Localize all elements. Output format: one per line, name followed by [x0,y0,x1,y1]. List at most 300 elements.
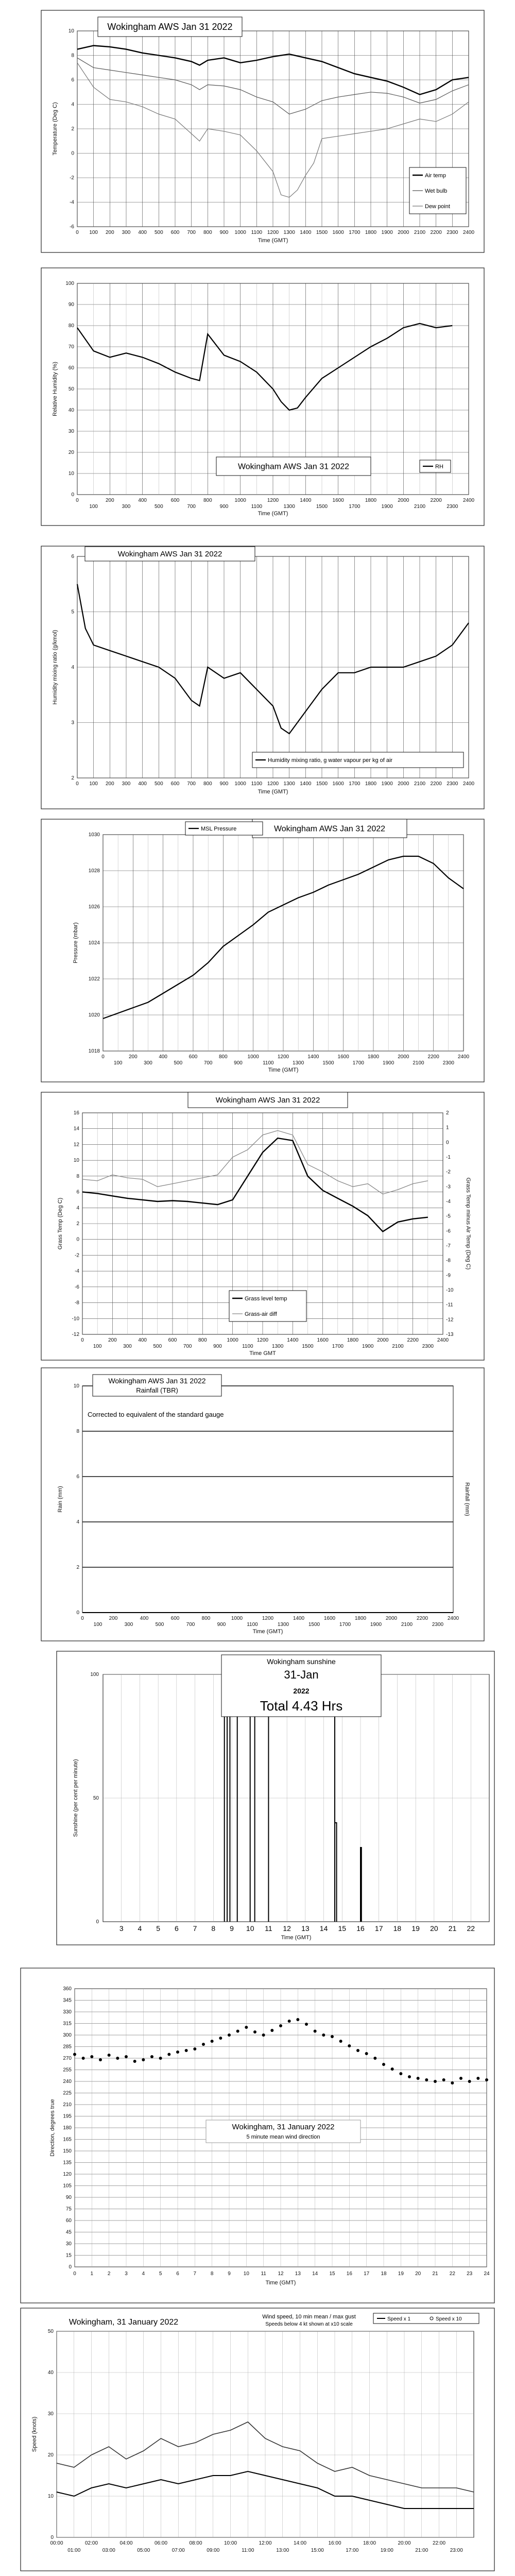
y-tick-label: 80 [68,323,74,329]
direction-point [425,2078,428,2081]
chart-title: Wokingham AWS Jan 31 2022 [215,1096,320,1105]
y-tick-label: 6 [76,1189,79,1195]
x-axis-title: Time GMT [249,1350,276,1357]
x-tick-label: 500 [174,1060,183,1066]
x-tick-label: 03:00 [102,2548,115,2553]
x-tick-label: 1100 [263,1060,274,1066]
y-tick-label: 15 [65,2252,72,2259]
y-tick-label: 10 [73,1383,79,1389]
x-tick-label: 0 [101,1054,105,1060]
x-tick-label: 1700 [349,781,360,787]
y-axis-title: Rain (mm) [57,1486,63,1513]
x-tick-label: 200 [105,230,114,235]
x-tick-label: 0 [81,1337,84,1343]
x-tick-label: 21:00 [415,2548,428,2553]
y-tick-label: 8 [76,1173,79,1179]
x-tick-label: 1400 [300,781,312,787]
x-tick-label: 1000 [234,498,246,503]
direction-point [90,2055,93,2058]
y-axis-title: Pressure (mbar) [73,922,79,963]
x-tick-label: 2400 [437,1337,449,1343]
x-tick-label: 1600 [332,781,344,787]
x-tick-label: 2 [107,2271,111,2277]
y-tick-label: 1026 [88,904,100,910]
direction-point [108,2054,111,2057]
x-tick-label: 22 [467,1924,475,1933]
y-tick-label: 50 [93,1795,99,1801]
x-tick-label: 2200 [430,781,442,787]
direction-point [228,2033,231,2037]
y2-tick-label: -1 [446,1155,451,1160]
x-tick-label: 8 [211,1924,216,1933]
x-tick-label: 1100 [251,230,263,235]
x-axis-title: Time (GMT) [252,1629,283,1635]
wind-note: Wind speed, 10 min mean / max gust [262,2314,356,2320]
y-axis-title: Grass Temp (Deg C) [57,1197,63,1250]
x-tick-label: 1000 [231,1616,243,1621]
x-tick-label: 1400 [287,1337,299,1343]
direction-point [219,2037,222,2040]
y-tick-label: 1024 [88,940,100,946]
x-tick-label: 1800 [347,1337,359,1343]
legend-label: Humidity mixing ratio, g water vapour per kg of air [268,757,393,764]
x-tick-label: 13 [295,2271,301,2277]
y-tick-label: 4 [76,1519,79,1525]
sunshine-total: Total 4.43 Hrs [260,1698,343,1714]
x-tick-label: 200 [128,1054,138,1060]
y-tick-label: -6 [75,1284,79,1290]
x-tick-label: 10 [243,2271,249,2277]
x-tick-label: 02:00 [84,2540,98,2546]
x-tick-label: 600 [170,781,180,787]
x-tick-label: 700 [203,1060,213,1066]
x-tick-label: 1300 [283,504,295,510]
y-tick-label: 345 [63,1997,72,2004]
direction-point [99,2058,102,2061]
x-tick-label: 3 [125,2271,128,2277]
x-tick-label: 200 [105,498,114,503]
legend-label: MSL Pressure [201,826,237,832]
x-tick-label: 300 [122,504,131,510]
x-tick-label: 2200 [427,1054,439,1060]
y-tick-label: -2 [75,1252,79,1259]
y-tick-label: 8 [76,1429,79,1434]
x-tick-label: 11 [261,2271,266,2277]
direction-point [339,2040,342,2043]
y-tick-label: 100 [65,281,74,286]
chart-title: Wokingham, 31 January 2022 [68,2318,179,2327]
x-tick-label: 17 [364,2271,370,2277]
x-tick-label: 1100 [242,1344,253,1349]
y-tick-label: 0 [71,150,74,157]
x-tick-label: 500 [155,1622,164,1628]
x-tick-label: 1100 [251,504,263,510]
x-tick-label: 20:00 [398,2540,411,2546]
x-tick-label: 2100 [392,1344,404,1349]
x-tick-label: 2000 [385,1616,398,1621]
y-tick-label: 30 [65,2241,72,2247]
x-tick-label: 1 [90,2271,94,2277]
y-tick-label: 195 [63,2113,72,2120]
x-axis-title: Time (GMT) [265,2280,296,2286]
x-tick-label: 300 [123,1344,132,1349]
x-tick-label: 00:00 [50,2540,63,2546]
y-tick-label: 2 [76,1565,79,1570]
y2-tick-label: -7 [446,1243,451,1249]
x-tick-label: 09:00 [207,2548,220,2553]
x-tick-label: 1900 [383,1060,394,1066]
x-tick-label: 1400 [293,1616,305,1621]
x-tick-label: 600 [170,230,180,235]
y-tick-label: 180 [63,2125,72,2131]
plot-area [82,1386,453,1613]
y-tick-label: 90 [68,302,74,308]
x-tick-label: 2100 [401,1622,413,1628]
direction-point [373,2057,376,2060]
x-tick-label: 1400 [300,498,312,503]
y-tick-label: 20 [68,450,74,455]
direction-point [253,2030,256,2033]
y-tick-label: 14 [73,1126,79,1132]
y-tick-label: 225 [63,2090,72,2096]
direction-point [331,2035,334,2038]
direction-point [399,2072,402,2075]
x-tick-label: 1400 [307,1054,319,1060]
direction-point [408,2075,411,2078]
x-tick-label: 17 [374,1924,383,1933]
direction-point [314,2030,317,2033]
x-tick-label: 18:00 [363,2540,376,2546]
x-tick-label: 12 [278,2271,284,2277]
y-tick-label: -4 [75,1268,79,1275]
x-tick-label: 10 [246,1924,254,1933]
direction-point [459,2077,462,2080]
x-tick-label: 8 [210,2271,214,2277]
x-tick-label: 19 [398,2271,404,2277]
y-tick-label: 1018 [88,1048,100,1054]
y-tick-label: -2 [70,175,74,181]
wind-direction-chart [49,1986,490,2286]
y-tick-label: 6 [71,77,74,83]
y-axis-title: Temperature (Deg C) [52,102,58,156]
x-tick-label: 600 [168,1337,177,1343]
direction-point [468,2080,471,2083]
x-tick-label: 2000 [398,781,409,787]
x-tick-label: 2300 [447,781,458,787]
x-tick-label: 100 [113,1060,123,1066]
y2-tick-label: -13 [446,1332,454,1337]
x-tick-label: 400 [138,781,147,787]
x-tick-label: 700 [187,504,196,510]
direction-point [142,2058,145,2061]
x-tick-label: 01:00 [67,2548,81,2553]
x-tick-label: 0 [76,781,79,787]
x-tick-label: 2400 [462,781,475,787]
direction-point [185,2049,188,2052]
y-tick-label: 360 [63,1986,72,1992]
x-tick-label: 400 [138,1337,147,1343]
x-tick-label: 900 [219,781,229,787]
x-tick-label: 900 [213,1344,222,1349]
y-tick-label: 0 [76,1610,79,1616]
x-tick-label: 2300 [447,504,458,510]
y-tick-label: 70 [68,344,74,350]
x-tick-label: 100 [89,230,98,235]
direction-point [193,2047,196,2050]
y-tick-label: 90 [65,2195,72,2200]
x-tick-label: 1300 [277,1622,289,1628]
chart-year: 2022 [293,1687,310,1695]
x-tick-label: 1700 [332,1344,344,1349]
x-tick-label: 21 [448,1924,457,1933]
x-tick-label: 5 [159,2271,162,2277]
y-axis-title: Humidity mixing ratio (g/kmol) [52,630,58,705]
y-tick-label: -12 [72,1332,79,1337]
y2-tick-label: 1 [446,1125,449,1131]
x-tick-label: 800 [218,1054,228,1060]
x-tick-label: 19:00 [380,2548,393,2553]
y-tick-label: 4 [76,1205,79,1211]
y2-tick-label: -9 [446,1273,451,1279]
rain-chart [57,1375,470,1635]
y-axis-title: Relative Humidity (%) [52,362,58,416]
legend-label: Speed x 10 [436,2316,462,2322]
y-tick-label: 10 [68,471,74,477]
y-tick-label: -10 [72,1316,79,1322]
x-tick-label: 1300 [272,1344,284,1349]
x-tick-label: 100 [89,781,98,787]
x-tick-label: 16:00 [328,2540,341,2546]
x-tick-label: 2000 [398,498,409,503]
y-tick-label: 270 [63,2056,72,2061]
chart-subtitle: 31-Jan [284,1668,319,1681]
y-tick-label: 300 [63,2032,72,2038]
x-tick-label: 9 [228,2271,231,2277]
direction-point [288,2020,291,2023]
chart-subtitle: Rainfall (TBR) [136,1386,178,1394]
x-tick-label: 600 [188,1054,198,1060]
x-tick-label: 7 [193,1924,197,1933]
y-tick-label: 240 [63,2079,72,2084]
temperature-chart [52,17,475,244]
legend-label: Speed x 1 [387,2316,411,2322]
direction-point [451,2081,454,2084]
x-tick-label: 9 [230,1924,234,1933]
x-tick-label: 2200 [430,230,442,235]
legend-label: Grass-air diff [245,1311,277,1317]
y-tick-label: 10 [68,28,74,34]
y-tick-label: 2 [71,126,74,132]
x-tick-label: 1800 [354,1616,367,1621]
direction-point [270,2029,273,2032]
x-tick-label: 6 [176,2271,179,2277]
chart-title: Wokingham AWS Jan 31 2022 [117,550,222,558]
x-tick-label: 22:00 [432,2540,446,2546]
direction-point [391,2067,394,2071]
x-tick-label: 400 [140,1616,149,1621]
x-tick-label: 12 [283,1924,291,1933]
x-axis-title: Time (GMT) [281,1935,312,1941]
y-tick-label: 30 [47,2411,54,2417]
chart-title: Wokingham AWS Jan 31 2022 [273,824,386,834]
direction-point [202,2043,205,2046]
y-tick-label: 45 [65,2229,72,2235]
x-tick-label: 200 [105,781,114,787]
x-tick-label: 21 [432,2271,438,2277]
direction-point [442,2078,445,2081]
x-tick-label: 1500 [316,504,328,510]
x-axis-title: Time (GMT) [268,1067,299,1073]
wind-note-2: Speeds below 4 kt shown at x10 scale [265,2321,353,2327]
x-tick-label: 2200 [407,1337,419,1343]
x-tick-label: 2200 [430,498,442,503]
y-tick-label: 2 [71,775,74,781]
x-tick-label: 1500 [302,1344,314,1349]
y-tick-label: 120 [63,2172,72,2177]
x-tick-label: 900 [219,230,229,235]
x-tick-label: 2200 [416,1616,428,1621]
x-tick-label: 1600 [317,1337,329,1343]
x-tick-label: 1200 [267,781,279,787]
x-tick-label: 14 [319,1924,328,1933]
sunshine-chart [73,1655,489,1941]
y-tick-label: 330 [63,2009,72,2015]
y-tick-label: 315 [63,2021,72,2027]
grass-temp-chart [57,1092,471,1357]
y2-tick-label: -12 [446,1317,454,1323]
x-tick-label: 1200 [277,1054,289,1060]
y-tick-label: -4 [70,199,74,206]
direction-point [150,2055,153,2058]
x-tick-label: 300 [144,1060,152,1066]
y-tick-label: 3 [71,720,74,726]
y-tick-label: 135 [63,2160,72,2166]
x-tick-label: 800 [203,230,212,235]
x-tick-label: 400 [138,498,147,503]
y-tick-label: 12 [73,1142,79,1148]
direction-point [82,2057,85,2060]
x-tick-label: 100 [93,1622,102,1628]
x-tick-label: 2300 [422,1344,434,1349]
x-axis-title: Time (GMT) [258,511,288,517]
direction-point [279,2024,282,2027]
x-tick-label: 600 [170,498,180,503]
y-tick-label: 2 [76,1221,79,1227]
x-tick-label: 1200 [262,1616,274,1621]
x-tick-label: 3 [119,1924,124,1933]
x-tick-label: 13:00 [276,2548,289,2553]
y2-tick-label: -10 [446,1287,454,1293]
x-tick-label: 800 [203,781,212,787]
y-tick-label: 285 [63,2044,72,2050]
direction-point [434,2080,437,2083]
y2-tick-label: -3 [446,1184,451,1190]
y-tick-label: 105 [63,2183,72,2189]
x-tick-label: 1200 [267,498,279,503]
direction-point [245,2026,248,2029]
y-tick-label: 0 [71,492,74,498]
x-tick-label: 08:00 [189,2540,202,2546]
y-tick-label: 8 [71,53,74,59]
x-tick-label: 1900 [381,504,393,510]
x-tick-label: 1000 [234,781,246,787]
x-tick-label: 19 [411,1924,420,1933]
y-tick-label: 16 [73,1110,79,1116]
y-tick-label: 1028 [88,868,100,874]
direction-point [116,2057,119,2060]
x-tick-label: 700 [187,781,196,787]
x-tick-label: 1900 [362,1344,374,1349]
x-tick-label: 1600 [332,230,344,235]
x-tick-label: 700 [183,1344,192,1349]
x-tick-label: 11 [265,1924,272,1933]
x-tick-label: 6 [174,1924,179,1933]
y-tick-label: 75 [65,2206,72,2212]
x-tick-label: 1700 [352,1060,364,1066]
y-axis-title: Direction, degrees true [49,2099,56,2157]
x-tick-label: 1600 [323,1616,336,1621]
x-tick-label: 1500 [316,230,328,235]
y-tick-label: 4 [71,101,74,108]
x-tick-label: 0 [76,230,79,235]
x-tick-label: 18 [393,1924,402,1933]
y-tick-label: 50 [47,2329,54,2334]
x-tick-label: 700 [186,1622,195,1628]
x-tick-label: 2300 [447,230,458,235]
x-tick-label: 2300 [432,1622,444,1628]
y-tick-label: 100 [90,1672,99,1677]
y-tick-label: 10 [47,2494,54,2499]
direction-point [485,2078,488,2081]
direction-point [125,2055,128,2058]
x-tick-label: 1500 [322,1060,334,1066]
x-axis-title: Time (GMT) [258,238,288,244]
x-tick-label: 1600 [332,498,344,503]
x-tick-label: 5 [156,1924,161,1933]
y-tick-label: 150 [63,2148,72,2154]
x-tick-label: 16 [346,2271,352,2277]
x-tick-label: 1500 [308,1622,320,1628]
y-tick-label: 5 [71,609,74,615]
legend-label: Dew point [425,204,450,210]
y-tick-label: 60 [65,2218,72,2224]
x-tick-label: 1900 [370,1622,382,1628]
x-tick-label: 14 [312,2271,318,2277]
direction-point [236,2030,239,2033]
x-tick-label: 23 [467,2271,473,2277]
x-tick-label: 1800 [365,230,377,235]
pressure-chart [73,819,470,1073]
x-tick-label: 1900 [381,781,393,787]
y-tick-label: 6 [71,554,74,560]
x-tick-label: 1000 [227,1337,238,1343]
x-tick-label: 500 [154,781,163,787]
x-tick-label: 2100 [413,1060,424,1066]
x-tick-label: 100 [89,504,98,510]
y-tick-label: 1020 [88,1012,100,1018]
x-tick-label: 1200 [267,230,279,235]
direction-point [133,2060,136,2063]
x-tick-label: 2400 [462,230,475,235]
x-tick-label: 400 [159,1054,168,1060]
y-tick-label: 210 [63,2102,72,2108]
y-tick-label: 40 [47,2370,54,2376]
legend-label: Air temp [425,173,446,179]
direction-point [382,2063,385,2066]
x-tick-label: 700 [187,230,196,235]
x-tick-label: 500 [154,230,163,235]
x-tick-label: 10:00 [224,2540,237,2546]
